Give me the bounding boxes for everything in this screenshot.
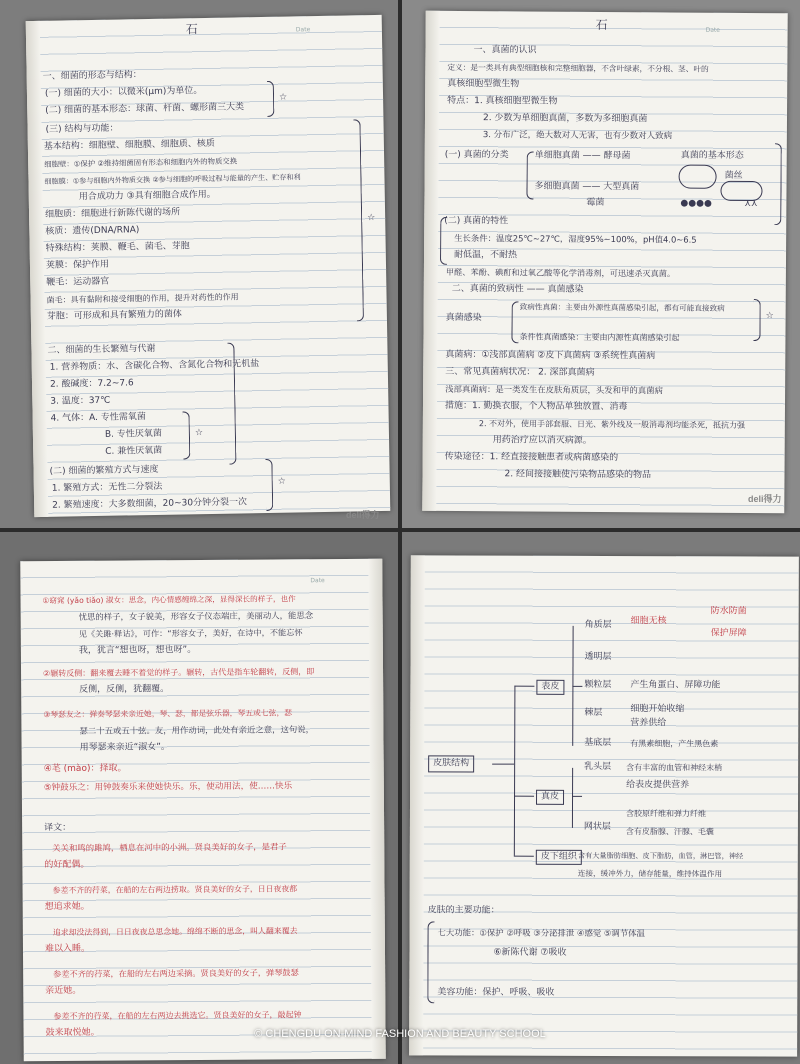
connector (572, 796, 582, 797)
note-line: 二、真菌的致病性 —— 真菌感染 (451, 283, 584, 295)
note-line: 2. 酸碱度：7.2~7.6 (49, 378, 134, 390)
notebook-page (409, 555, 799, 1056)
functions-sub: ⑥新陈代谢 ⑦吸收 (493, 947, 567, 958)
diagram-label: 菌丝 (724, 170, 743, 181)
brace (753, 299, 760, 341)
date-field: Date (310, 577, 325, 585)
note-line: ⑤钟鼓乐之：用钟鼓奏乐来使她快乐。乐，使动用法，使……快乐 (43, 781, 293, 794)
date-field: Date (295, 26, 311, 34)
connector (514, 686, 534, 687)
note-line: 2. 不对外，使用手部套服、日光、紫外线及一般消毒剂均能杀死，抵抗力强 (478, 419, 746, 430)
notebook-page (26, 15, 391, 517)
note-line: 我，犹言“想也呀，想也呀”。 (78, 645, 197, 656)
layer-note: 营养供给 (630, 718, 667, 729)
connector (572, 686, 582, 687)
note-line: 基本结构：细胞壁、细胞膜、细胞质、核质 (43, 138, 215, 152)
page-spine (409, 555, 425, 1055)
note-line: 二、细菌的生长繁殖与代谢 (47, 343, 156, 356)
note-line: 措施：1. 勤换衣服，个人物品单独放置、消毒 (444, 400, 628, 413)
connector (514, 796, 534, 797)
note-line: 鼓来取悦她。 (45, 1027, 100, 1039)
note-line: ④芼 (mào)：择取。 (43, 763, 127, 775)
star-mark: ☆ (277, 476, 286, 487)
notebook-photo-poem (0, 532, 398, 1064)
note-line: 追求却没法得到，日日夜夜总思念她。绵绵不断的思念，叫人翻来覆去 (52, 926, 298, 938)
brace (353, 119, 364, 321)
page-spine (368, 559, 385, 1059)
note-line: 亲近她。 (45, 985, 82, 997)
note-line: 荚膜：保护作用 (45, 259, 110, 271)
note-line: 想追求她。 (44, 901, 90, 913)
dermis-note: 给表皮提供营养 (626, 780, 690, 791)
note-line: 参差不齐的荇菜，在船的左右两边捞取。贤良美好的女子，日日夜夜都 (52, 884, 298, 896)
fungus-sketch (720, 181, 762, 201)
note-line: 忧思的样子，女子貌美，形容女子仪态端庄，美丽动人，能思念 (78, 610, 314, 622)
layer-note: 细胞无核 (630, 616, 667, 627)
note-line: 条件性真菌感染：主要由内源性真菌感染引起 (519, 332, 680, 343)
note-line: 难以入睡。 (44, 943, 91, 955)
fungus-sketch (679, 165, 717, 189)
mindmap-node-epidermis: 表皮 (536, 680, 564, 695)
mindmap-node-subcutis: 皮下组织 (536, 850, 582, 865)
note-line: 霉菌 (586, 197, 605, 208)
notebook-photo-skin (402, 532, 800, 1064)
note-line: C. 兼性厌氧菌 (105, 445, 163, 457)
layer-note: 有黑素细胞，产生黑色素 (630, 739, 719, 749)
dermis-note: 含胶原纤维和弹力纤维 (625, 809, 706, 819)
note-line: 菌毛：具有黏附和接受细胞的作用，提升对药性的作用 (46, 292, 239, 305)
brace (183, 411, 191, 459)
page-heading: 石 (185, 22, 199, 37)
note-line: 2. 少数为单细胞真菌，多数为多细胞真菌 (482, 113, 648, 125)
connector (514, 856, 534, 857)
brace (265, 459, 273, 511)
note-line: 芽胞：可形成和具有繁殖力的菌体 (46, 309, 182, 322)
notebook-photo-bacteria (0, 0, 398, 528)
note-line: 三、常见真菌病状况： 2. 深部真菌病 (445, 366, 595, 378)
note-line: 多细胞真菌 —— 大型真菌 (534, 181, 640, 193)
fungus-sketch: ●●●● (680, 198, 712, 209)
note-line: 2. 繁殖速度：大多数细菌，20~30分钟分裂一次 (52, 497, 248, 511)
layer-note: 保护屏障 (710, 628, 747, 639)
note-line: 真菌感染 (445, 312, 482, 324)
note-line: (二) 细菌的繁殖方式与速度 (49, 464, 159, 477)
notebook-page (422, 11, 787, 514)
note-line: (三) 结构与功能： (45, 123, 119, 135)
note-line: 特点：1. 真核细胞型微生物 (447, 95, 558, 107)
fungus-sketch: ⋏⋏ (744, 198, 758, 210)
note-line: 鞭毛：运动器官 (46, 276, 110, 288)
dermis-part: 网状层 (583, 821, 611, 833)
layer-note: 产生角蛋白、屏障功能 (630, 680, 721, 691)
functions-main: 七大功能：①保护 ②呼吸 ③分泌排泄 ④感觉 ⑤调节体温 (437, 927, 645, 939)
epidermis-layer: 棘层 (584, 707, 603, 718)
notebook-brand-logo: deli得力 (346, 510, 380, 520)
connector (492, 764, 514, 765)
note-line: 3. 温度：37℃ (50, 395, 111, 407)
copyright-watermark: © CHENGDU ON-MIND FASHION AND BEAUTY SCHOOL (254, 1028, 546, 1040)
star-mark: ☆ (367, 213, 376, 224)
subcutis-note: 连接，缓冲外力，储存能量，维持体温作用 (577, 868, 723, 879)
star-mark: ☆ (194, 428, 204, 439)
layer-note: 细胞开始收缩 (630, 704, 685, 715)
note-line: 传染途径：1. 经直接接触患者或病菌感染的 (444, 451, 619, 464)
note-line: 4. 气体：A. 专性需氧菌 (50, 412, 146, 424)
note-line: 译文： (44, 822, 72, 834)
note-line: (一) 真菌的分类 (444, 149, 509, 161)
brace (511, 301, 518, 343)
note-line: 用药治疗应以消灭病源。 (492, 435, 592, 446)
brace (774, 143, 782, 225)
note-line: (二) 细菌的基本形态：球菌、杆菌、螺形菌三大类 (45, 102, 245, 116)
note-line: 浅部真菌病：是一类发生在皮肤角质层，头发和甲的真菌病 (445, 383, 663, 396)
note-line: 1. 营养物质：水、含碳化合物、含氮化合物和无机盐 (49, 359, 260, 373)
note-line: 定义：是一类具有典型细胞核和完整细胞器，不含叶绿素，不分根、茎、叶的 (447, 62, 709, 74)
note-line: (一) 细菌的大小：以微米(μm)为单位。 (44, 86, 203, 99)
note-line: 反侧，反侧，犹翻覆。 (79, 684, 170, 695)
note-line: 用琴瑟来亲近“淑女”。 (79, 742, 170, 753)
note-line: 细胞质：细胞进行新陈代谢的场所 (44, 207, 181, 220)
functions-beauty: 美容功能：保护、呼吸、吸收 (437, 987, 555, 998)
note-line: 生长条件：温度25℃~27℃，湿度95%~100%，pH值4.0~6.5 (454, 232, 697, 245)
mindmap-node-dermis: 真皮 (536, 790, 564, 805)
epidermis-layer: 基底层 (584, 737, 612, 749)
connector (514, 686, 516, 856)
notebook-photo-fungi (402, 0, 800, 528)
note-line: 致病性真菌：主要由外源性真菌感染引起，都有可能直接致病 (519, 302, 725, 313)
brace (427, 921, 434, 1003)
subcutis-note: 含有大量脂肪细胞、皮下脂肪，血管，淋巴管，神经 (577, 850, 744, 861)
diagram-label: 真菌的基本形态 (680, 150, 744, 161)
note-line: 用合成功力 ③具有细胞合成作用。 (78, 189, 216, 203)
date-field: Date (705, 26, 720, 34)
star-mark: ☆ (765, 311, 774, 322)
functions-title: 皮肤的主要功能： (427, 905, 500, 916)
note-line: 见《关雎·释诂》，可作：“形容女子，美好，在诗中，不能忘怀 (78, 627, 303, 639)
note-line: 单细胞真菌 —— 酵母菌 (534, 150, 631, 162)
note-line: ③琴瑟友之：弹奏琴瑟来亲近她，琴、瑟，都是弦乐器，琴五或七弦，瑟 (43, 708, 293, 720)
note-line: 瑟二十五或五十弦。友，用作动词，此处有亲近之意，这句说， (79, 724, 314, 736)
note-line: 甲醛、苯酚、碘酊和过氧乙酸等化学消毒剂，可迅速杀灭真菌。 (445, 266, 676, 279)
note-line: 真菌病：①浅部真菌病 ②皮下真菌病 ③系统性真菌病 (445, 349, 656, 362)
brace (440, 217, 447, 265)
brace (526, 151, 533, 199)
note-line: (二) 真菌的特性 (444, 215, 509, 227)
note-line: 3. 分布广泛，绝大数对人无害，也有少数对人致病 (482, 130, 673, 142)
note-line: 的好配偶。 (44, 859, 90, 871)
epidermis-layer: 颗粒层 (584, 679, 612, 691)
brace (267, 81, 275, 117)
notebook-brand-logo: deli得力 (748, 494, 782, 504)
epidermis-layer: 透明层 (584, 651, 612, 663)
note-line: 真核细胞型微生物 (447, 78, 520, 90)
star-mark: ☆ (278, 92, 288, 103)
note-line: B. 专性厌氧菌 (104, 428, 162, 440)
note-line: 耐低温，不耐热 (454, 249, 518, 261)
note-line: 参差不齐的荇菜，在船的左右两边采摘。贤良美好的女子，弹琴鼓瑟 (53, 967, 299, 980)
note-line: 一、细菌的形态与结构： (42, 70, 142, 82)
note-line: ②辗转反侧：翻来覆去睡不着觉的样子。辗转，古代是指车轮翻转，反侧，即 (43, 667, 315, 679)
note-line: 1. 繁殖方式：无性二分裂法 (51, 481, 163, 494)
layer-note: 防水防菌 (710, 606, 747, 617)
note-line: ①窈窕 (yǎo tiǎo) 淑女：思念，内心情感缠绵之深，显得深长的样子，也作 (42, 594, 296, 606)
note-line: 细胞膜：①参与细胞内外物质交换 ②参与细胞的呼吸过程与能量的产生、贮存和利 (44, 172, 301, 186)
note-line: 细胞壁：①保护 ②维持细菌固有形态和细胞内外的物质交换 (44, 156, 238, 169)
dermis-part: 乳头层 (584, 761, 612, 773)
note-line: 关关和鸣的雎鸠，栖息在河中的小洲。贤良美好的女子，是君子 (52, 841, 287, 854)
epidermis-layer: 角质层 (584, 619, 612, 631)
note-line: 一、真菌的认识 (473, 45, 537, 56)
note-line: 参差不齐的荇菜，在船的左右两边去挑选它。贤良美好的女子，敲起钟 (53, 1010, 302, 1022)
note-line: 2. 经间接接触使污染物品感染的物品 (504, 469, 651, 481)
dermis-note: 含有丰富的血管和神经末梢 (626, 763, 723, 773)
connector (572, 768, 573, 828)
notebook-page (20, 559, 385, 1062)
note-line: 核质：遗传(DNA/RNA) (45, 225, 140, 237)
note-line: 特殊结构：荚膜、鞭毛、菌毛、芽胞 (45, 241, 190, 254)
dermis-note: 含有皮脂腺、汗腺、毛囊 (625, 827, 714, 837)
page-heading: 石 (595, 17, 608, 33)
mindmap-root: 皮肤结构 (428, 755, 474, 772)
page-spine (422, 11, 439, 511)
